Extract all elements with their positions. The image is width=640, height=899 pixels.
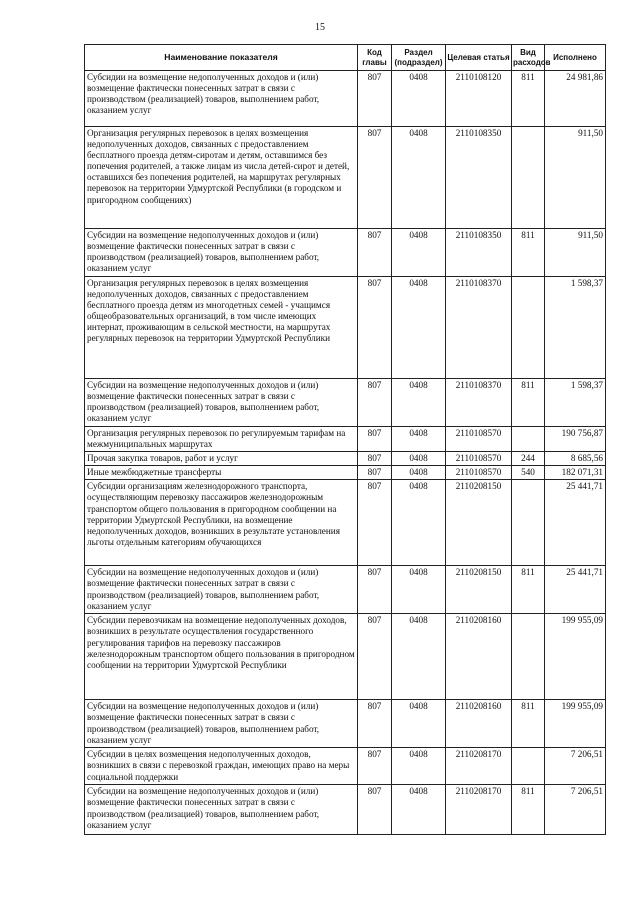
- cell-section: 0408: [392, 785, 446, 835]
- cell-chapter-code: 807: [358, 785, 392, 835]
- cell-target-article: 2110108570: [446, 452, 512, 466]
- table-row: [85, 748, 606, 785]
- cell-executed: 1 598,37: [545, 379, 606, 427]
- cell-target-article: 2110108120: [446, 71, 512, 127]
- cell-expense-type: 811: [512, 785, 545, 835]
- cell-target-article: 2110208170: [446, 748, 512, 785]
- cell-expense-type: [512, 277, 545, 379]
- cell-indicator-name: Субсидии организациям железнодорожного транспорта, осуществляющим перевозку пассажиров железнодорожным транспортом общего пользования в пригородном сообщении на территории Удмуртской Республики, на возмещение недополученных доходов, возникших в результате установления льготы отдельным категориям обучающихся: [85, 480, 358, 566]
- cell-executed: 8 685,56: [545, 452, 606, 466]
- cell-chapter-code: 807: [358, 71, 392, 127]
- cell-section: 0408: [392, 748, 446, 785]
- cell-section: 0408: [392, 614, 446, 700]
- table-row: [85, 379, 606, 427]
- cell-executed: 25 441,71: [545, 566, 606, 614]
- cell-indicator-name: Субсидии на возмещение недополученных доходов и (или) возмещение фактически понесенных затрат в связи с производством (реализацией) товаров, выполнением работ, оказанием услуг: [85, 379, 358, 427]
- cell-target-article: 2110208150: [446, 480, 512, 566]
- cell-expense-type: 811: [512, 379, 545, 427]
- cell-executed: 1 598,37: [545, 277, 606, 379]
- cell-target-article: 2110208150: [446, 566, 512, 614]
- cell-expense-type: 811: [512, 71, 545, 127]
- table-row: [85, 71, 606, 127]
- cell-expense-type: 540: [512, 466, 545, 480]
- cell-chapter-code: 807: [358, 566, 392, 614]
- cell-chapter-code: 807: [358, 700, 392, 748]
- table-row: [85, 466, 606, 480]
- table-row: [85, 700, 606, 748]
- cell-target-article: 2110108350: [446, 127, 512, 229]
- cell-executed: 25 441,71: [545, 480, 606, 566]
- cell-section: 0408: [392, 127, 446, 229]
- cell-section: 0408: [392, 480, 446, 566]
- cell-expense-type: [512, 427, 545, 452]
- cell-indicator-name: Субсидии на возмещение недополученных доходов и (или) возмещение фактически понесенных затрат в связи с производством (реализацией) товаров, выполнением работ, оказанием услуг: [85, 785, 358, 835]
- cell-indicator-name: Иные межбюджетные трансферты: [85, 466, 358, 480]
- cell-executed: 911,50: [545, 127, 606, 229]
- cell-executed: 199 955,09: [545, 614, 606, 700]
- cell-chapter-code: 807: [358, 748, 392, 785]
- cell-chapter-code: 807: [358, 277, 392, 379]
- header-indicator-name: Наименование показателя: [85, 45, 358, 71]
- cell-executed: 7 206,51: [545, 785, 606, 835]
- header-chapter-code: Код главы: [358, 45, 392, 71]
- cell-chapter-code: 807: [358, 379, 392, 427]
- cell-target-article: 2110208160: [446, 700, 512, 748]
- cell-section: 0408: [392, 566, 446, 614]
- cell-section: 0408: [392, 452, 446, 466]
- cell-indicator-name: Субсидии на возмещение недополученных доходов и (или) возмещение фактически понесенных затрат в связи с производством (реализацией) товаров, выполнением работ, оказанием услуг: [85, 71, 358, 127]
- cell-executed: 199 955,09: [545, 700, 606, 748]
- page-number: 15: [315, 22, 325, 33]
- cell-indicator-name: Субсидии в целях возмещения недополученных доходов, возникших в связи с перевозкой граждан, имеющих право на меры социальной поддержки: [85, 748, 358, 785]
- cell-expense-type: [512, 614, 545, 700]
- table-row: [85, 480, 606, 566]
- table-row: [85, 427, 606, 452]
- cell-expense-type: 244: [512, 452, 545, 466]
- cell-target-article: 2110108370: [446, 277, 512, 379]
- cell-chapter-code: 807: [358, 466, 392, 480]
- cell-section: 0408: [392, 229, 446, 277]
- cell-executed: 190 756,87: [545, 427, 606, 452]
- cell-chapter-code: 807: [358, 127, 392, 229]
- cell-target-article: 2110108370: [446, 379, 512, 427]
- header-expense-type: Вид расходов: [512, 45, 545, 71]
- cell-section: 0408: [392, 427, 446, 452]
- header-section: Раздел (подраздел): [392, 45, 446, 71]
- cell-indicator-name: Субсидии на возмещение недополученных доходов и (или) возмещение фактически понесенных затрат в связи с производством (реализацией) товаров, выполнением работ, оказанием услуг: [85, 700, 358, 748]
- cell-expense-type: 811: [512, 229, 545, 277]
- cell-section: 0408: [392, 277, 446, 379]
- table-row: [85, 127, 606, 229]
- cell-section: 0408: [392, 379, 446, 427]
- cell-expense-type: [512, 127, 545, 229]
- table-row: [85, 277, 606, 379]
- cell-executed: 7 206,51: [545, 748, 606, 785]
- table-row: [85, 785, 606, 835]
- cell-indicator-name: Субсидии на возмещение недополученных доходов и (или) возмещение фактически понесенных затрат в связи с производством (реализацией) товаров, выполнением работ, оказанием услуг: [85, 566, 358, 614]
- cell-chapter-code: 807: [358, 480, 392, 566]
- cell-expense-type: 811: [512, 700, 545, 748]
- cell-chapter-code: 807: [358, 427, 392, 452]
- cell-chapter-code: 807: [358, 229, 392, 277]
- cell-indicator-name: Организация регулярных перевозок по регулируемым тарифам на межмуниципальных маршрутах: [85, 427, 358, 452]
- cell-section: 0408: [392, 700, 446, 748]
- cell-section: 0408: [392, 71, 446, 127]
- cell-target-article: 2110208160: [446, 614, 512, 700]
- cell-chapter-code: 807: [358, 614, 392, 700]
- cell-indicator-name: Организация регулярных перевозок в целях возмещения недополученных доходов, связанных с предоставлением бесплатного проезда детям-сиротам и детям, оставшимся без попечения родителей, а также лицам из числа детей-сирот и детей, оставшихся без попечения родителей, на маршрутах регулярных перевозок на территории Удмуртской Республики (в городском и пригородном сообщениях): [85, 127, 358, 229]
- cell-section: 0408: [392, 466, 446, 480]
- cell-executed: 182 071,31: [545, 466, 606, 480]
- table-row: [85, 566, 606, 614]
- header-target-article: Целевая статья: [446, 45, 512, 71]
- cell-chapter-code: 807: [358, 452, 392, 466]
- cell-expense-type: [512, 748, 545, 785]
- cell-target-article: 2110108350: [446, 229, 512, 277]
- cell-indicator-name: Субсидии на возмещение недополученных доходов и (или) возмещение фактически понесенных затрат в связи с производством (реализацией) товаров, выполнением работ, оказанием услуг: [85, 229, 358, 277]
- table-header-row: [85, 45, 606, 71]
- table-row: [85, 614, 606, 700]
- cell-indicator-name: Прочая закупка товаров, работ и услуг: [85, 452, 358, 466]
- cell-executed: 911,50: [545, 229, 606, 277]
- table-row: [85, 229, 606, 277]
- cell-target-article: 2110108570: [446, 466, 512, 480]
- cell-executed: 24 981,86: [545, 71, 606, 127]
- cell-indicator-name: Организация регулярных перевозок в целях возмещения недополученных доходов, связанных с предоставлением бесплатного проезда детям из многодетных семей - учащимся общеобразовательных организаций, в том числе имеющих интернат, проживающим в сельской местности, на маршрутах регулярных перевозок на территории Удмуртской Республики: [85, 277, 358, 379]
- cell-target-article: 2110208170: [446, 785, 512, 835]
- cell-expense-type: 811: [512, 566, 545, 614]
- cell-expense-type: [512, 480, 545, 566]
- header-executed: Исполнено: [545, 45, 606, 71]
- cell-indicator-name: Субсидии перевозчикам на возмещение недополученных доходов, возникших в результате осуществления государственного регулирования тарифов на перевозку пассажиров железнодорожным транспортом общего пользования в пригородном сообщении на территории Удмуртской Республики: [85, 614, 358, 700]
- table-row: [85, 452, 606, 466]
- cell-target-article: 2110108570: [446, 427, 512, 452]
- budget-execution-table: [84, 44, 606, 835]
